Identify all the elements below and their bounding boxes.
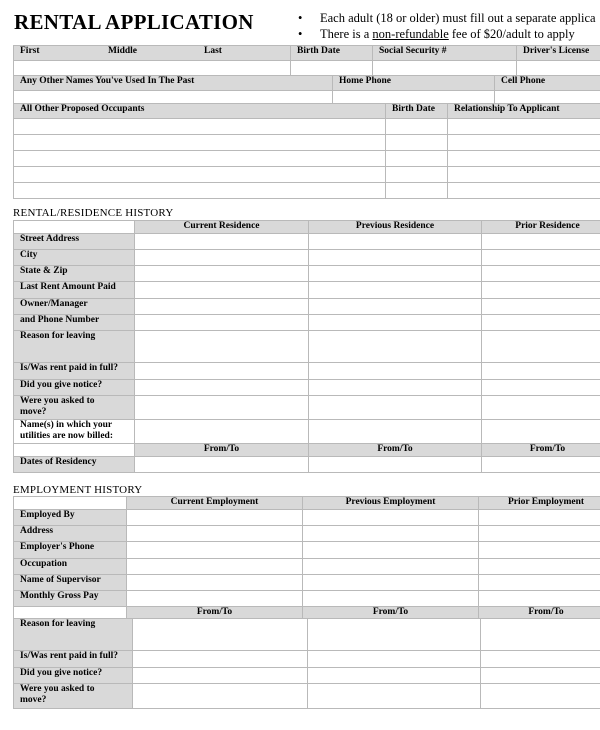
- middle-name-label: Middle: [108, 46, 138, 56]
- previous-pay-field[interactable]: [303, 591, 479, 607]
- occupant-relationship-field[interactable]: [448, 135, 600, 151]
- previous-asked-field[interactable]: [309, 396, 482, 420]
- prior-residence-header: Prior Residence: [482, 221, 600, 234]
- emp-notice-label: Did you give notice?: [14, 668, 133, 684]
- prior-rent-field[interactable]: [482, 282, 600, 299]
- employment-reason-table: [13, 618, 600, 709]
- prior-city-field[interactable]: [482, 250, 600, 266]
- owner-manager-label: Owner/Manager: [14, 299, 135, 315]
- occupant-name-field[interactable]: [14, 183, 386, 199]
- current-emp-asked-field[interactable]: [133, 684, 308, 709]
- current-emp-notice-field[interactable]: [133, 668, 308, 684]
- current-supervisor-field[interactable]: [127, 575, 303, 591]
- applicant-name-table: [13, 45, 600, 77]
- current-pay-field[interactable]: [127, 591, 303, 607]
- occupant-name-field[interactable]: [14, 151, 386, 167]
- occupant-relationship-field[interactable]: [448, 151, 600, 167]
- notice-label: Did you give notice?: [14, 380, 135, 396]
- employer-phone-label: Employer's Phone: [14, 542, 127, 559]
- current-rent-paid-field[interactable]: [135, 363, 309, 380]
- instruction-adult-separate: • Each adult (18 or older) must fill out a separate applica: [298, 10, 596, 26]
- emp-asked-to-move-label: [14, 684, 133, 709]
- prior-utilities-field[interactable]: [482, 420, 600, 444]
- previous-dates-field[interactable]: [309, 457, 482, 473]
- asked-to-move-label: [14, 396, 135, 420]
- current-asked-field[interactable]: [135, 396, 309, 420]
- current-owner-field[interactable]: [135, 299, 309, 315]
- current-street-field[interactable]: [135, 234, 309, 250]
- previous-supervisor-field[interactable]: [303, 575, 479, 591]
- prior-pay-field[interactable]: [479, 591, 600, 607]
- occupant-row: [14, 167, 600, 183]
- previous-residence-header: Previous Residence: [309, 221, 482, 234]
- name-labels-cell: [14, 46, 291, 61]
- employment-history-table: [13, 496, 600, 620]
- current-emp-address-field[interactable]: [127, 526, 303, 542]
- occupant-birth-date-label: Birth Date: [386, 104, 448, 119]
- occupant-birth-field[interactable]: [386, 183, 448, 199]
- relationship-label: Relationship To Applicant: [448, 104, 600, 119]
- occupants-label: All Other Proposed Occupants: [14, 104, 386, 119]
- utilities-line2: utilities are now billed:: [20, 431, 113, 441]
- current-occupation-field[interactable]: [127, 559, 303, 575]
- occupant-birth-field[interactable]: [386, 151, 448, 167]
- emp-reason-leaving-label: Reason for leaving: [14, 619, 133, 651]
- prior-dates-field[interactable]: [482, 457, 600, 473]
- occupant-row: [14, 183, 600, 199]
- prior-emp-phone-field[interactable]: [479, 542, 600, 559]
- previous-emp-address-field[interactable]: [303, 526, 479, 542]
- previous-emp-phone-field[interactable]: [303, 542, 479, 559]
- first-name-label: First: [20, 46, 40, 56]
- gross-pay-label: Monthly Gross Pay: [14, 591, 127, 607]
- previous-owner-field[interactable]: [309, 299, 482, 315]
- previous-employer-field[interactable]: [303, 510, 479, 526]
- occupant-name-field[interactable]: [14, 135, 386, 151]
- current-reason-field[interactable]: [135, 331, 309, 363]
- phone-number-label: and Phone Number: [14, 315, 135, 331]
- current-city-field[interactable]: [135, 250, 309, 266]
- previous-utilities-field[interactable]: [309, 420, 482, 444]
- prior-phone-field[interactable]: [482, 315, 600, 331]
- supervisor-label: Name of Supervisor: [14, 575, 127, 591]
- prior-rent-paid-field[interactable]: [482, 363, 600, 380]
- occupant-relationship-field[interactable]: [448, 183, 600, 199]
- employment-header-blank: [14, 497, 127, 510]
- current-emp-reason-field[interactable]: [133, 619, 308, 651]
- employment-history-title: EMPLOYMENT HISTORY: [13, 484, 143, 496]
- fee-non-refundable: non-refundable: [372, 27, 449, 41]
- occupant-birth-field[interactable]: [386, 167, 448, 183]
- occupant-row: [14, 135, 600, 151]
- previous-state-zip-field[interactable]: [309, 266, 482, 282]
- from-to-blank: [14, 444, 135, 457]
- previous-employment-header: Previous Employment: [303, 497, 479, 510]
- emp-rent-paid-label: Is/Was rent paid in full?: [14, 651, 133, 668]
- prior-employer-field[interactable]: [479, 510, 600, 526]
- current-phone-field[interactable]: [135, 315, 309, 331]
- prior-reason-field[interactable]: [482, 331, 600, 363]
- prior-emp-notice-field[interactable]: [481, 668, 600, 684]
- current-residence-header: Current Residence: [135, 221, 309, 234]
- occupants-table: [13, 103, 600, 199]
- emp-asked-line2: move?: [20, 695, 47, 705]
- dates-residency-label: Dates of Residency: [14, 457, 135, 473]
- prior-emp-asked-field[interactable]: [481, 684, 600, 709]
- instructions-list: [298, 10, 596, 42]
- prior-occupation-field[interactable]: [479, 559, 600, 575]
- employed-by-label: Employed By: [14, 510, 127, 526]
- last-rent-label: Last Rent Amount Paid: [14, 282, 135, 299]
- fee-suffix: fee of $20/adult to apply: [448, 27, 575, 41]
- current-employment-header: Current Employment: [127, 497, 303, 510]
- prior-emp-from-to-label: From/To: [479, 607, 600, 620]
- previous-emp-reason-field[interactable]: [308, 619, 481, 651]
- occupant-row: [14, 119, 600, 135]
- prior-from-to-label: From/To: [482, 444, 600, 457]
- current-state-zip-field[interactable]: [135, 266, 309, 282]
- street-address-label: Street Address: [14, 234, 135, 250]
- rental-history-title: RENTAL/RESIDENCE HISTORY: [13, 207, 174, 219]
- current-dates-field[interactable]: [135, 457, 309, 473]
- previous-rent-field[interactable]: [309, 282, 482, 299]
- prior-supervisor-field[interactable]: [479, 575, 600, 591]
- other-names-label: Any Other Names You've Used In The Past: [14, 76, 333, 91]
- prior-owner-field[interactable]: [482, 299, 600, 315]
- previous-from-to-label: From/To: [309, 444, 482, 457]
- prior-emp-rent-paid-field[interactable]: [481, 651, 600, 668]
- ssn-label: Social Security #: [373, 46, 517, 61]
- current-from-to-label: From/To: [135, 444, 309, 457]
- employer-address-label: Address: [14, 526, 127, 542]
- occupant-birth-field[interactable]: [386, 119, 448, 135]
- birth-date-label: Birth Date: [291, 46, 373, 61]
- drivers-license-label: Driver's License: [517, 46, 600, 61]
- asked-to-move-line2: move?: [20, 407, 47, 417]
- current-notice-field[interactable]: [135, 380, 309, 396]
- previous-city-field[interactable]: [309, 250, 482, 266]
- instruction-fee: [298, 26, 596, 42]
- previous-emp-rent-paid-field[interactable]: [308, 651, 481, 668]
- rental-history-table: [13, 220, 600, 473]
- previous-emp-asked-field[interactable]: [308, 684, 481, 709]
- occupant-relationship-field[interactable]: [448, 167, 600, 183]
- occupant-name-field[interactable]: [14, 119, 386, 135]
- last-name-label: Last: [204, 46, 222, 56]
- occupant-name-field[interactable]: [14, 167, 386, 183]
- state-zip-label: State & Zip: [14, 266, 135, 282]
- current-emp-phone-field[interactable]: [127, 542, 303, 559]
- previous-emp-notice-field[interactable]: [308, 668, 481, 684]
- current-employer-field[interactable]: [127, 510, 303, 526]
- prior-asked-field[interactable]: [482, 396, 600, 420]
- current-utilities-field[interactable]: [135, 420, 309, 444]
- occupation-label: Occupation: [14, 559, 127, 575]
- reason-leaving-label: Reason for leaving: [14, 331, 135, 363]
- prior-notice-field[interactable]: [482, 380, 600, 396]
- occupant-row: [14, 151, 600, 167]
- rental-header-blank: [14, 221, 135, 234]
- previous-rent-paid-field[interactable]: [309, 363, 482, 380]
- fee-prefix: There is a: [320, 27, 373, 41]
- rent-paid-label: Is/Was rent paid in full?: [14, 363, 135, 380]
- current-emp-rent-paid-field[interactable]: [133, 651, 308, 668]
- current-rent-field[interactable]: [135, 282, 309, 299]
- page-title: RENTAL APPLICATION: [14, 10, 254, 34]
- previous-emp-from-to-label: From/To: [303, 607, 479, 620]
- occupant-birth-field[interactable]: [386, 135, 448, 151]
- asked-to-move-line1: Were you asked to: [20, 396, 95, 406]
- utilities-billed-label: [14, 420, 135, 444]
- previous-phone-field[interactable]: [309, 315, 482, 331]
- previous-occupation-field[interactable]: [303, 559, 479, 575]
- current-emp-from-to-label: From/To: [127, 607, 303, 620]
- prior-emp-address-field[interactable]: [479, 526, 600, 542]
- previous-street-field[interactable]: [309, 234, 482, 250]
- emp-asked-line1: Were you asked to: [20, 684, 95, 694]
- prior-employment-header: Prior Employment: [479, 497, 600, 510]
- prior-emp-reason-field[interactable]: [481, 619, 600, 651]
- home-phone-label: Home Phone: [333, 76, 495, 91]
- cell-phone-label: Cell Phone: [495, 76, 600, 91]
- utilities-line1: Name(s) in which your: [20, 420, 113, 430]
- prior-state-zip-field[interactable]: [482, 266, 600, 282]
- prior-street-field[interactable]: [482, 234, 600, 250]
- previous-notice-field[interactable]: [309, 380, 482, 396]
- previous-reason-field[interactable]: [309, 331, 482, 363]
- occupant-relationship-field[interactable]: [448, 119, 600, 135]
- city-label: City: [14, 250, 135, 266]
